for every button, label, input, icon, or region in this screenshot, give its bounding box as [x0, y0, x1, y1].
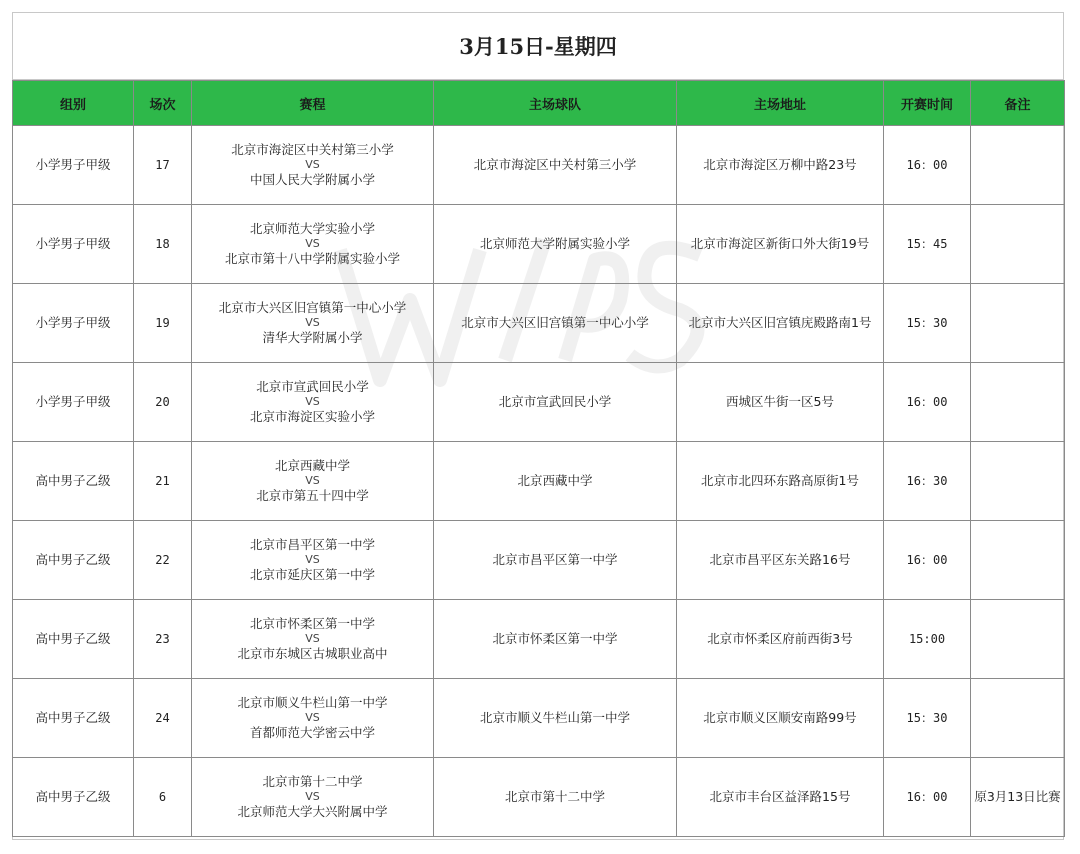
cell-note: [971, 442, 1065, 521]
table-row: [13, 600, 1065, 679]
cell-home-team: 北京市顺义牛栏山第一中学: [434, 679, 677, 758]
header-row: [13, 81, 1065, 126]
col-header-start-time: 开赛时间: [884, 81, 971, 126]
cell-group: 小学男子甲级: [13, 205, 134, 284]
col-header-home-team: 主场球队: [434, 81, 677, 126]
table-row: [13, 126, 1065, 205]
table-row: [13, 284, 1065, 363]
cell-home-team: 北京市宣武回民小学: [434, 363, 677, 442]
team-b: 北京市东城区古城职业高中: [237, 646, 388, 661]
table-row: [13, 363, 1065, 442]
col-header-home-address: 主场地址: [677, 81, 884, 126]
team-a: 北京市海淀区中关村第三小学: [231, 142, 394, 157]
table-row: [13, 679, 1065, 758]
col-header-group: 组别: [13, 81, 134, 126]
cell-start-time: 15：30: [884, 679, 971, 758]
cell-group: 高中男子乙级: [13, 521, 134, 600]
cell-fixture: [192, 205, 434, 284]
cell-home-address: 北京市丰台区益泽路15号: [677, 758, 884, 837]
team-b: 北京市海淀区实验小学: [249, 409, 375, 424]
team-a: 北京市怀柔区第一中学: [249, 616, 375, 631]
vs-label: VS: [305, 237, 320, 250]
col-header-match-no: 场次: [134, 81, 192, 126]
team-a: 北京市顺义牛栏山第一中学: [237, 695, 388, 710]
cell-note: [971, 521, 1065, 600]
cell-start-time: 16：00: [884, 363, 971, 442]
cell-note: [971, 205, 1065, 284]
vs-label: VS: [305, 158, 320, 171]
table-row: [13, 758, 1065, 837]
cell-start-time: 16：00: [884, 126, 971, 205]
team-a: 北京市宣武回民小学: [256, 379, 369, 394]
team-b: 北京市延庆区第一中学: [249, 567, 375, 582]
vs-label: VS: [305, 316, 320, 329]
cell-note: 原3月13日比赛: [971, 758, 1065, 837]
cell-match-no: 23: [134, 600, 192, 679]
cell-home-team: 北京市怀柔区第一中学: [434, 600, 677, 679]
cell-group: 高中男子乙级: [13, 442, 134, 521]
cell-home-address: 北京市大兴区旧宫镇庑殿路南1号: [677, 284, 884, 363]
cell-group: 高中男子乙级: [13, 679, 134, 758]
cell-start-time: 16：00: [884, 758, 971, 837]
cell-fixture: [192, 442, 434, 521]
col-header-note: 备注: [971, 81, 1065, 126]
cell-group: 高中男子乙级: [13, 758, 134, 837]
cell-fixture: [192, 758, 434, 837]
cell-note: [971, 363, 1065, 442]
team-a: 北京市昌平区第一中学: [249, 537, 375, 552]
cell-group: 小学男子甲级: [13, 284, 134, 363]
vs-label: VS: [305, 711, 320, 724]
cell-home-address: 北京市怀柔区府前西街3号: [677, 600, 884, 679]
vs-label: VS: [305, 632, 320, 645]
cell-match-no: 6: [134, 758, 192, 837]
team-a: 北京师范大学实验小学: [249, 221, 375, 236]
cell-home-address: 北京市海淀区万柳中路23号: [677, 126, 884, 205]
cell-start-time: 15:00: [884, 600, 971, 679]
team-b: 首都师范大学密云中学: [249, 725, 375, 740]
cell-match-no: 24: [134, 679, 192, 758]
cell-start-time: 15：45: [884, 205, 971, 284]
cell-home-team: 北京师范大学附属实验小学: [434, 205, 677, 284]
team-b: 北京师范大学大兴附属中学: [237, 804, 388, 819]
cell-note: [971, 126, 1065, 205]
schedule-sheet: [12, 12, 1064, 840]
cell-fixture: [192, 284, 434, 363]
cell-start-time: 15：30: [884, 284, 971, 363]
cell-home-team: 北京市昌平区第一中学: [434, 521, 677, 600]
cell-match-no: 20: [134, 363, 192, 442]
cell-home-team: 北京市海淀区中关村第三小学: [434, 126, 677, 205]
team-a: 北京市大兴区旧宫镇第一中心小学: [218, 300, 407, 315]
cell-group: 小学男子甲级: [13, 363, 134, 442]
cell-match-no: 19: [134, 284, 192, 363]
vs-label: VS: [305, 474, 320, 487]
page-title: 3月15日-星期四: [13, 13, 1063, 80]
cell-start-time: 16：00: [884, 521, 971, 600]
vs-label: VS: [305, 553, 320, 566]
table-row: [13, 205, 1065, 284]
cell-match-no: 17: [134, 126, 192, 205]
table-row: [13, 442, 1065, 521]
cell-fixture: [192, 600, 434, 679]
cell-note: [971, 284, 1065, 363]
cell-home-address: 北京市海淀区新街口外大街19号: [677, 205, 884, 284]
cell-fixture: [192, 363, 434, 442]
cell-group: 高中男子乙级: [13, 600, 134, 679]
cell-match-no: 18: [134, 205, 192, 284]
cell-match-no: 22: [134, 521, 192, 600]
team-a: 北京西藏中学: [274, 458, 350, 473]
vs-label: VS: [305, 395, 320, 408]
cell-home-address: 北京市北四环东路高原街1号: [677, 442, 884, 521]
table-row: [13, 521, 1065, 600]
team-b: 中国人民大学附属小学: [249, 172, 375, 187]
col-header-fixture: 赛程: [192, 81, 434, 126]
cell-match-no: 21: [134, 442, 192, 521]
cell-home-team: 北京市大兴区旧宫镇第一中心小学: [434, 284, 677, 363]
cell-home-address: 北京市顺义区顺安南路99号: [677, 679, 884, 758]
cell-home-address: 西城区牛街一区5号: [677, 363, 884, 442]
cell-note: [971, 600, 1065, 679]
vs-label: VS: [305, 790, 320, 803]
cell-fixture: [192, 521, 434, 600]
team-b: 北京市第十八中学附属实验小学: [224, 251, 400, 266]
cell-home-address: 北京市昌平区东关路16号: [677, 521, 884, 600]
cell-home-team: 北京市第十二中学: [434, 758, 677, 837]
cell-note: [971, 679, 1065, 758]
cell-group: 小学男子甲级: [13, 126, 134, 205]
table-body: [13, 126, 1065, 837]
team-b: 北京市第五十四中学: [256, 488, 369, 503]
schedule-table: [12, 80, 1065, 837]
team-a: 北京市第十二中学: [262, 774, 363, 789]
cell-fixture: [192, 679, 434, 758]
cell-fixture: [192, 126, 434, 205]
cell-home-team: 北京西藏中学: [434, 442, 677, 521]
team-b: 清华大学附属小学: [262, 330, 363, 345]
cell-start-time: 16：30: [884, 442, 971, 521]
